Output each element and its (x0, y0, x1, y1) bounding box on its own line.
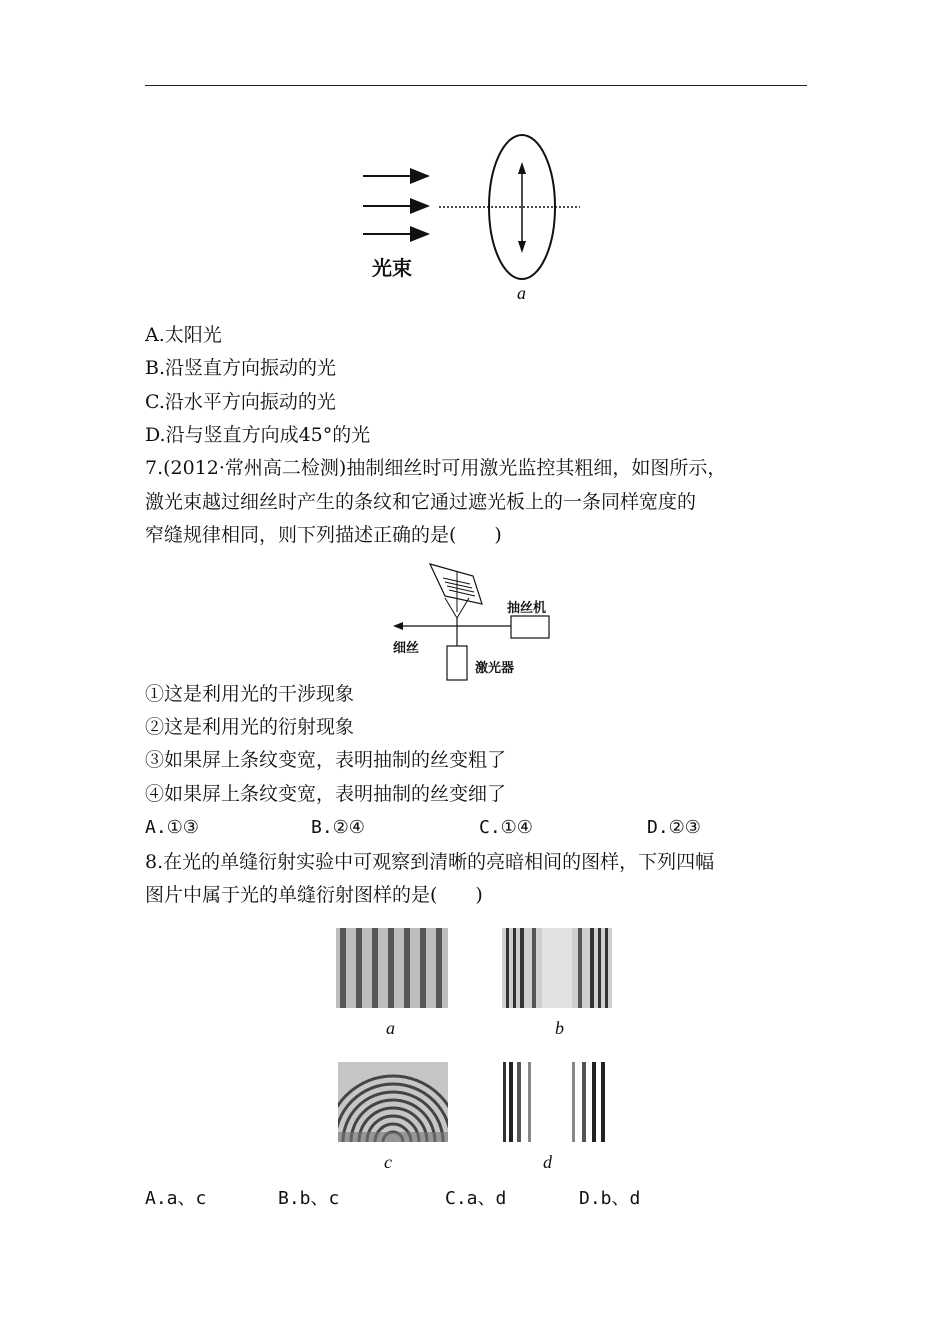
statement-1: ①这是利用光的干涉现象 (145, 683, 355, 705)
pattern-a (336, 928, 448, 1008)
question-7-stem: 窄缝规律相同，则下列描述正确的是( ) (145, 524, 502, 546)
question-8-stem: 图片中属于光的单缝衍射图样的是( ) (145, 884, 483, 906)
question-8-stem: 8.在光的单缝衍射实验中可观察到清晰的亮暗相间的图样，下列四幅 (145, 851, 715, 873)
statement-4: ④如果屏上条纹变宽，表明抽制的丝变细了 (145, 783, 507, 805)
laser-box (447, 646, 467, 680)
statement-3: ③如果屏上条纹变宽，表明抽制的丝变粗了 (145, 749, 507, 771)
option-b: B.b、c (278, 1188, 340, 1209)
wire-drawing-machine (511, 616, 549, 638)
option-a: A.太阳光 (145, 324, 222, 346)
figure-caption: a (517, 283, 526, 303)
pattern-c (338, 1062, 448, 1142)
laser-label: 激光器 (475, 661, 515, 676)
option-b: B.沿竖直方向振动的光 (145, 357, 337, 379)
header-rule (145, 85, 807, 86)
beam-label: 光束 (372, 256, 412, 280)
option-c: C.①④ (479, 817, 533, 838)
option-c: C.沿水平方向振动的光 (145, 391, 336, 413)
caption-c: c (384, 1152, 392, 1172)
caption-a: a (386, 1018, 395, 1038)
caption-d: d (543, 1152, 552, 1172)
option-d: D.沿与竖直方向成45°的光 (145, 424, 371, 446)
option-d: D.②③ (647, 817, 701, 838)
caption-b: b (555, 1018, 564, 1038)
statement-2: ②这是利用光的衍射现象 (145, 716, 355, 738)
option-a: A.①③ (145, 817, 199, 838)
wire-label: 细丝 (393, 641, 420, 656)
machine-label: 抽丝机 (507, 601, 547, 616)
option-b: B.②④ (311, 817, 365, 838)
pattern-d (500, 1062, 612, 1142)
laser-wire-figure (385, 560, 560, 685)
question-7-stem: 激光束越过细丝时产生的条纹和它通过遮光板上的一条同样宽度的 (145, 491, 697, 513)
option-d: D.b、d (579, 1188, 641, 1209)
option-c: C.a、d (445, 1188, 507, 1209)
pattern-b (502, 928, 612, 1008)
option-a: A.a、c (145, 1188, 207, 1209)
polarizer-figure (355, 130, 595, 310)
question-7-stem: 7.(2012·常州高二检测)抽制细丝时可用激光监控其粗细，如图所示， (145, 457, 727, 479)
